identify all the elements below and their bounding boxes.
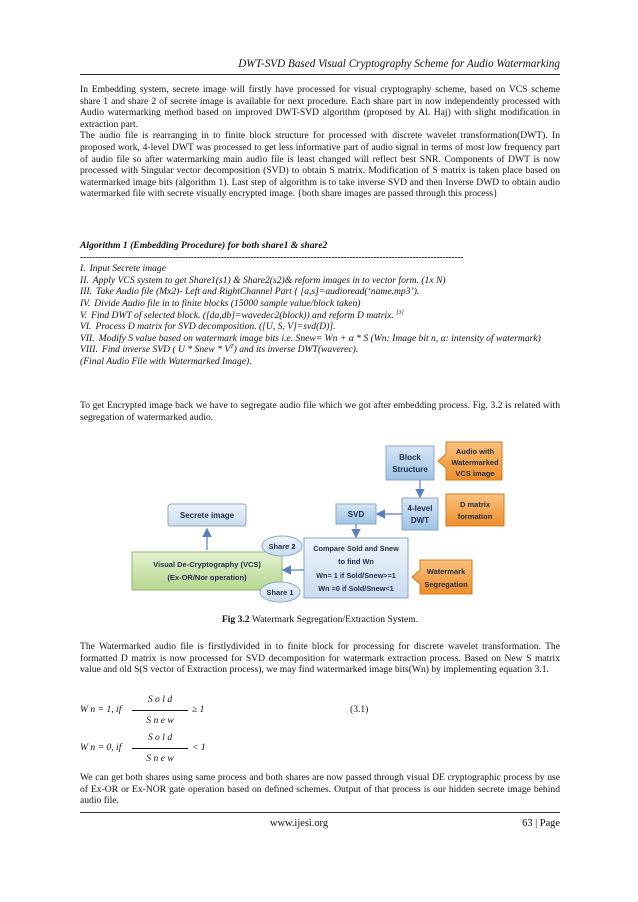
compare-label-3: Wn= 1 if Sold/Snew>=1 <box>316 571 396 580</box>
block-structure-label-2: Structure <box>392 465 428 474</box>
eq2-numerator: S o l d <box>147 732 173 743</box>
intro-section <box>80 84 560 200</box>
eq1-label: (3.1) <box>350 704 369 715</box>
audio-box-label-1: Audio with <box>455 447 495 456</box>
algorithm-steps <box>80 263 560 367</box>
algorithm-step: VIII. Find inverse SVD ( U * Snew * $V^T$) and its inverse DWT(waverec). <box>80 344 359 356</box>
algorithm-step: V. Find DWT of selected block. ([da,db]=wavedec2(block)) and reform D matrix. [3] <box>80 309 404 321</box>
intro-paragraph-1: In Embedding system, secrete image will firstly have processed for visual cryptography scheme, based on VCS scheme share 1 and share 2 of secrete image is available for next procedure. Each share part in now independently processed with Audio watermarking method based on improved DWT-SVD algorithm (proposed by Al. Haj) with slight modification in extraction part. <box>80 84 560 130</box>
algorithm-step: IV. Divide Audio file in to finite blocks (15000 sample value/block taken) <box>80 297 361 309</box>
share-1-label: Share 1 <box>266 588 294 597</box>
d-matrix-label-1: D matrix <box>459 500 491 509</box>
audio-box-label-3: VCS image <box>455 469 495 478</box>
dwt-box <box>402 498 438 530</box>
algorithm-step: I. Input Secrete image <box>80 263 166 275</box>
eq2-fraction-bar <box>132 748 188 749</box>
eq1-left: W n = 1, if <box>80 704 122 715</box>
eq2-denominator: S n e w <box>146 753 174 764</box>
running-header: DWT-SVD Based Visual Cryptography Scheme for Audio Watermarking <box>238 58 560 70</box>
equation-block <box>80 694 560 776</box>
algorithm-title: Algorithm 1 (Embedding Procedure) for both share1 & share2 <box>80 240 328 251</box>
secrete-image-label: Secrete image <box>179 511 235 520</box>
visual-decryptography-box <box>132 552 282 590</box>
algorithm-step: II. Apply VCS system to get Share1(s1) & Share2(s2)& reform images in to vector form. (1x N) <box>80 274 446 286</box>
footer-page-number: 63 | Page <box>522 818 560 829</box>
algorithm-final-note: (Final Audio File with Watermarked Image). <box>80 355 252 367</box>
algorithm-section <box>80 240 560 368</box>
svd-label: SVD <box>347 510 365 519</box>
header-rule <box>80 74 560 75</box>
algorithm-step: III. Take Audio file (Mx2)- Left and RightChannel Part { [a,s]=audioread(‘name.mp3’). <box>80 286 420 298</box>
audio-box-label-2: Watermarked <box>451 458 499 467</box>
block-structure-label-1: Block <box>399 453 421 462</box>
vcs-label-2: (Ex-OR/Nor operation) <box>167 573 247 582</box>
eq1-relation: ≥ 1 <box>192 704 205 715</box>
vcs-label-1: Visual De-Cryptography (VCS) <box>153 560 261 569</box>
paragraph-3: To get Encrypted image back we have to segregate audio file which we got after embedding process. Fig. 3.2 is related with segregation of watermarked audio. <box>80 400 560 423</box>
compare-label-2: to find Wn <box>338 557 374 566</box>
dwt-label-2: DWT <box>410 516 430 525</box>
dwt-label-1: 4-level <box>407 504 433 513</box>
paragraph-5: We can get both shares using same process and both shares are now passed through visual DE cryptographic process by use of Ex-OR or Ex-NOR gate operation based on defined schemes. Output of that process is our hidden secrete image behind audio file. <box>80 772 560 807</box>
footer-url: www.ijesi.org <box>270 818 329 829</box>
footer-rule <box>80 812 560 813</box>
figure-caption: Fig 3.2 Watermark Segregation/Extraction System. <box>221 614 419 625</box>
figure-3-2-diagram <box>120 438 520 608</box>
algorithm-separator: -------------------------------------------------------------------------------------------------------------------------------- <box>80 251 464 263</box>
watermark-label-1: Watermark <box>426 567 466 576</box>
d-matrix-box <box>446 494 504 526</box>
eq1-denominator: S n e w <box>146 715 174 726</box>
compare-label-1: Compare Sold and Snew <box>313 544 399 553</box>
eq2-left: W n = 0, if <box>80 742 122 753</box>
paragraph-4: The Watermarked audio file is firstlydivided in to finite block for processing for discrete wavelet transformation. The formatted D matrix is now processed for SVD decomposition for watermark extraction process. Based on New S matrix value and old S(S vector of Extraction process), we may find watermarked image bits(Wn) by implementing equation 3.1. <box>80 641 560 676</box>
d-matrix-label-2: formation <box>457 512 493 521</box>
block-structure-box <box>386 446 434 480</box>
eq1-fraction-bar <box>132 710 188 711</box>
intro-paragraph-2: The audio file is rearranging in to finite block structure for processed with discrete wavelet transformation(DWT). In proposed work, 4-level DWT was processed to get less informative part of audio signal in terms of most low frequency part of audio file so after watermarking main audio file is least changed will reflect best SNR. Components of DWT is now processed with Singular vector decomposition (SVD) to obtain S matrix. Modification of S matrix is taken place based on watermarked image bits (algorithm 1). Last step of algorithm is to take inverse SVD and then Inverse DWD to obtain audio watermarked file with secrete visually encrypted image. {both share images are passed through this process} <box>80 130 560 200</box>
eq2-relation: < 1 <box>192 742 206 753</box>
eq1-numerator: S o l d <box>147 694 173 705</box>
algorithm-step: VI. Process D matrix for SVD decomposition. ([U, S, V]=svd(D)]. <box>80 321 336 333</box>
watermark-label-2: Segregation <box>424 580 468 589</box>
compare-label-4: Wn =0 if Sold/Snew<1 <box>318 584 394 593</box>
share-2-label: Share 2 <box>268 542 296 551</box>
algorithm-step: VII. Modify S value based on watermark image bits i.e. Snew= Wn + α * S (Wn: Image bit n, α: intensity of watermark) <box>80 332 541 344</box>
